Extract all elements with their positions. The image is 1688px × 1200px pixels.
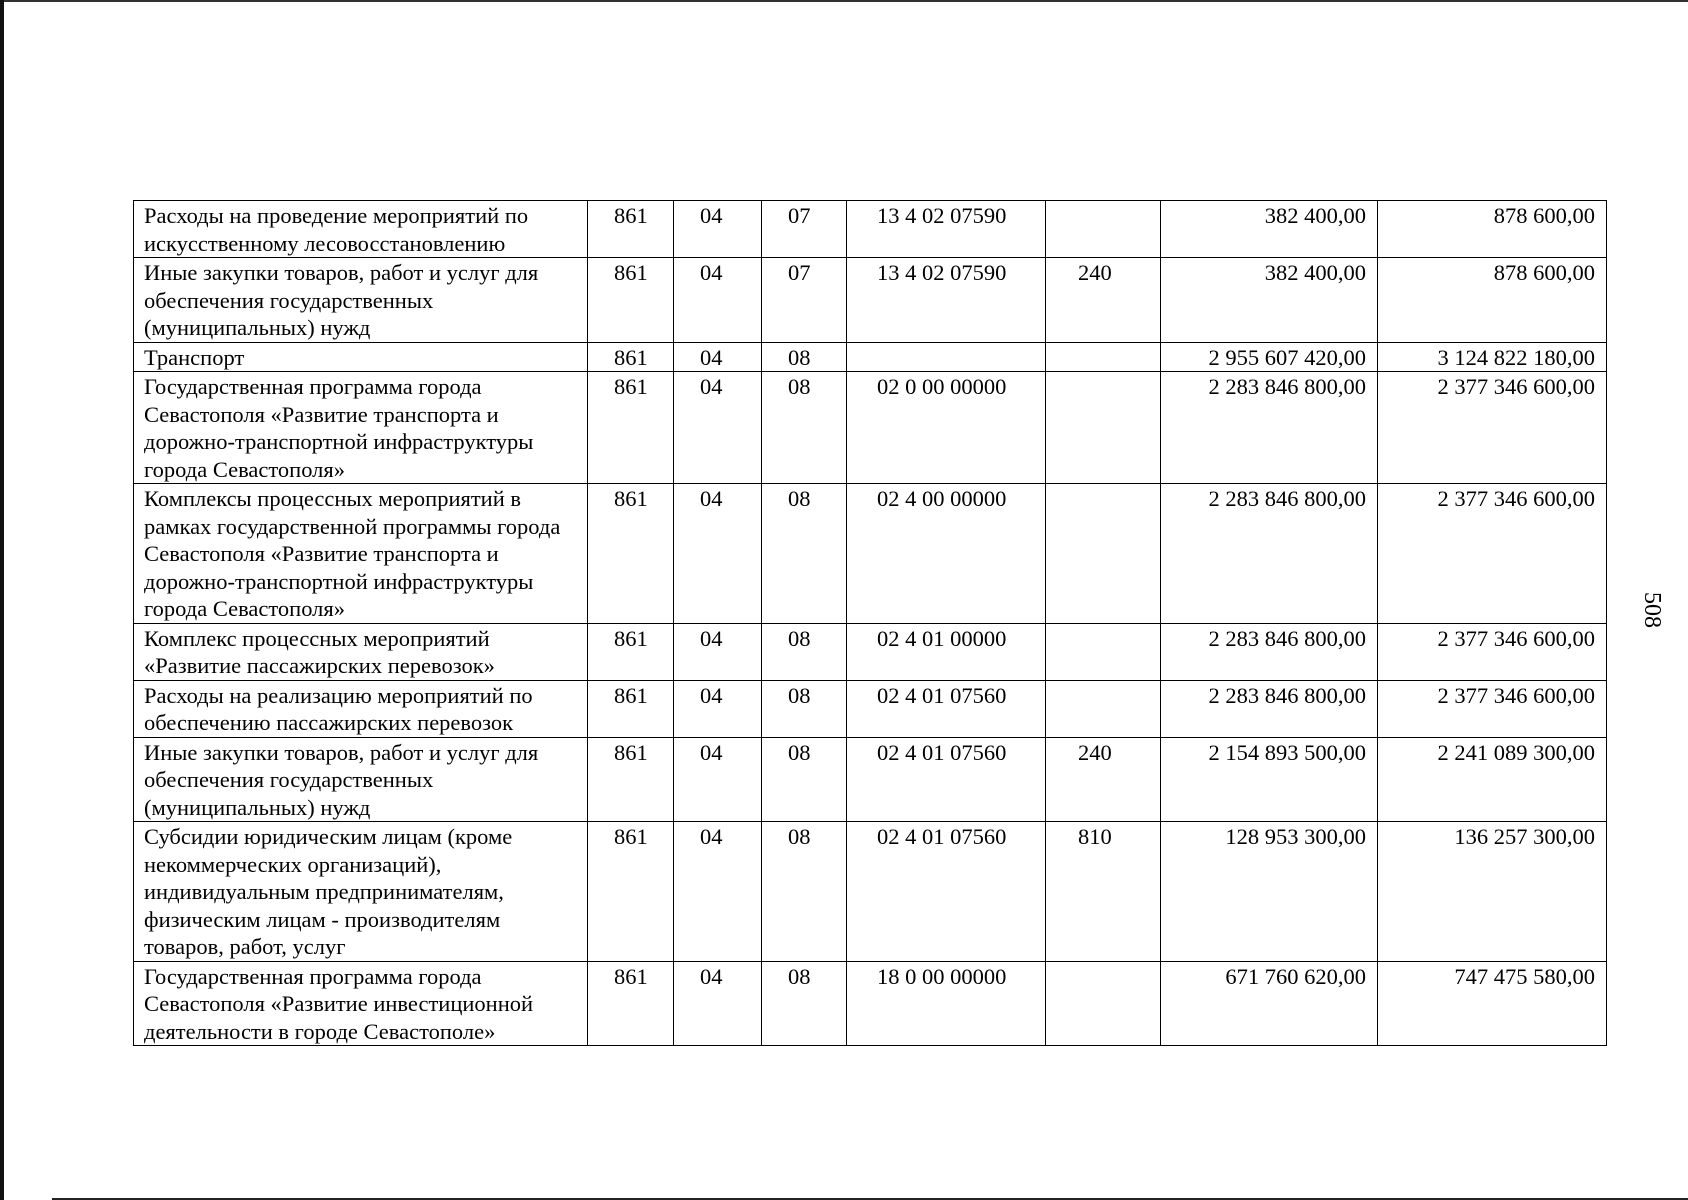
row-target-article: 13 4 02 07590 [847, 258, 1046, 343]
table-row [134, 201, 1607, 258]
row-section-code: 04 [674, 822, 762, 962]
row-target-article: 13 4 02 07590 [847, 201, 1046, 258]
row-grbs-code: 861 [588, 737, 674, 822]
row-expense-type [1046, 623, 1161, 680]
row-amount-1: 2 283 846 800,00 [1161, 623, 1378, 680]
row-section-code: 04 [674, 484, 762, 624]
row-expense-type [1046, 961, 1161, 1046]
row-name: Иные закупки товаров, работ и услуг для обеспечения государственных (муниципальных) нужд [134, 258, 588, 343]
row-subsection-code: 08 [762, 342, 847, 372]
row-amount-2: 3 124 822 180,00 [1378, 342, 1607, 372]
table-row [134, 737, 1607, 822]
row-target-article: 02 0 00 00000 [847, 372, 1046, 484]
row-grbs-code: 861 [588, 201, 674, 258]
row-name: Государственная программа города Севастополя «Развитие инвестиционной деятельности в городе Севастополе» [134, 961, 588, 1046]
row-section-code: 04 [674, 623, 762, 680]
budget-table [133, 200, 1607, 1046]
table-row [134, 258, 1607, 343]
row-amount-1: 382 400,00 [1161, 201, 1378, 258]
row-amount-2: 2 377 346 600,00 [1378, 680, 1607, 737]
table-row [134, 484, 1607, 624]
row-target-article: 02 4 01 00000 [847, 623, 1046, 680]
row-grbs-code: 861 [588, 258, 674, 343]
row-subsection-code: 08 [762, 737, 847, 822]
row-subsection-code: 08 [762, 961, 847, 1046]
row-expense-type [1046, 372, 1161, 484]
row-amount-2: 2 377 346 600,00 [1378, 372, 1607, 484]
table-row [134, 342, 1607, 372]
row-section-code: 04 [674, 201, 762, 258]
row-grbs-code: 861 [588, 680, 674, 737]
row-target-article [847, 342, 1046, 372]
row-subsection-code: 08 [762, 623, 847, 680]
row-subsection-code: 07 [762, 201, 847, 258]
row-section-code: 04 [674, 372, 762, 484]
row-section-code: 04 [674, 258, 762, 343]
scan-top-edge [0, 0, 1688, 2]
row-target-article: 18 0 00 00000 [847, 961, 1046, 1046]
row-section-code: 04 [674, 961, 762, 1046]
row-amount-1: 2 283 846 800,00 [1161, 680, 1378, 737]
row-name: Транспорт [134, 342, 588, 372]
row-subsection-code: 08 [762, 680, 847, 737]
row-expense-type [1046, 484, 1161, 624]
row-target-article: 02 4 01 07560 [847, 737, 1046, 822]
row-name: Иные закупки товаров, работ и услуг для обеспечения государственных (муниципальных) нужд [134, 737, 588, 822]
row-section-code: 04 [674, 680, 762, 737]
row-name: Субсидии юридическим лицам (кроме некоммерческих организаций), индивидуальным предпринимателям, физическим лицам - производителям товаров, работ, услуг [134, 822, 588, 962]
row-grbs-code: 861 [588, 623, 674, 680]
row-name: Государственная программа города Севастополя «Развитие транспорта и дорожно-транспортной инфраструктуры города Севастополя» [134, 372, 588, 484]
row-grbs-code: 861 [588, 484, 674, 624]
row-subsection-code: 08 [762, 372, 847, 484]
row-amount-2: 2 241 089 300,00 [1378, 737, 1607, 822]
row-amount-1: 2 154 893 500,00 [1161, 737, 1378, 822]
row-expense-type: 240 [1046, 258, 1161, 343]
row-amount-1: 128 953 300,00 [1161, 822, 1378, 962]
row-name: Расходы на реализацию мероприятий по обеспечению пассажирских перевозок [134, 680, 588, 737]
row-amount-1: 2 283 846 800,00 [1161, 484, 1378, 624]
row-amount-2: 2 377 346 600,00 [1378, 484, 1607, 624]
row-section-code: 04 [674, 737, 762, 822]
row-expense-type: 810 [1046, 822, 1161, 962]
row-target-article: 02 4 01 07560 [847, 822, 1046, 962]
row-section-code: 04 [674, 342, 762, 372]
row-expense-type: 240 [1046, 737, 1161, 822]
table-row [134, 822, 1607, 962]
table-row [134, 372, 1607, 484]
table-row [134, 961, 1607, 1046]
row-amount-1: 671 760 620,00 [1161, 961, 1378, 1046]
row-expense-type [1046, 201, 1161, 258]
row-subsection-code: 07 [762, 258, 847, 343]
scan-left-edge [0, 0, 4, 1200]
row-name: Расходы на проведение мероприятий по искусственному лесовосстановлению [134, 201, 588, 258]
row-amount-2: 747 475 580,00 [1378, 961, 1607, 1046]
row-subsection-code: 08 [762, 822, 847, 962]
row-grbs-code: 861 [588, 372, 674, 484]
row-target-article: 02 4 01 07560 [847, 680, 1046, 737]
row-grbs-code: 861 [588, 342, 674, 372]
row-amount-1: 2 955 607 420,00 [1161, 342, 1378, 372]
row-expense-type [1046, 680, 1161, 737]
row-name: Комплексы процессных мероприятий в рамках государственной программы города Севастополя «Развитие транспорта и дорожно-транспортной инфраструктуры города Севастополя» [134, 484, 588, 624]
row-grbs-code: 861 [588, 961, 674, 1046]
table-row [134, 680, 1607, 737]
row-name: Комплекс процессных мероприятий «Развитие пассажирских перевозок» [134, 623, 588, 680]
row-subsection-code: 08 [762, 484, 847, 624]
table-row [134, 623, 1607, 680]
page-number: 508 [1639, 592, 1665, 628]
row-amount-1: 2 283 846 800,00 [1161, 372, 1378, 484]
row-amount-2: 2 377 346 600,00 [1378, 623, 1607, 680]
row-amount-2: 878 600,00 [1378, 201, 1607, 258]
row-amount-2: 136 257 300,00 [1378, 822, 1607, 962]
row-expense-type [1046, 342, 1161, 372]
row-amount-1: 382 400,00 [1161, 258, 1378, 343]
row-amount-2: 878 600,00 [1378, 258, 1607, 343]
row-target-article: 02 4 00 00000 [847, 484, 1046, 624]
row-grbs-code: 861 [588, 822, 674, 962]
